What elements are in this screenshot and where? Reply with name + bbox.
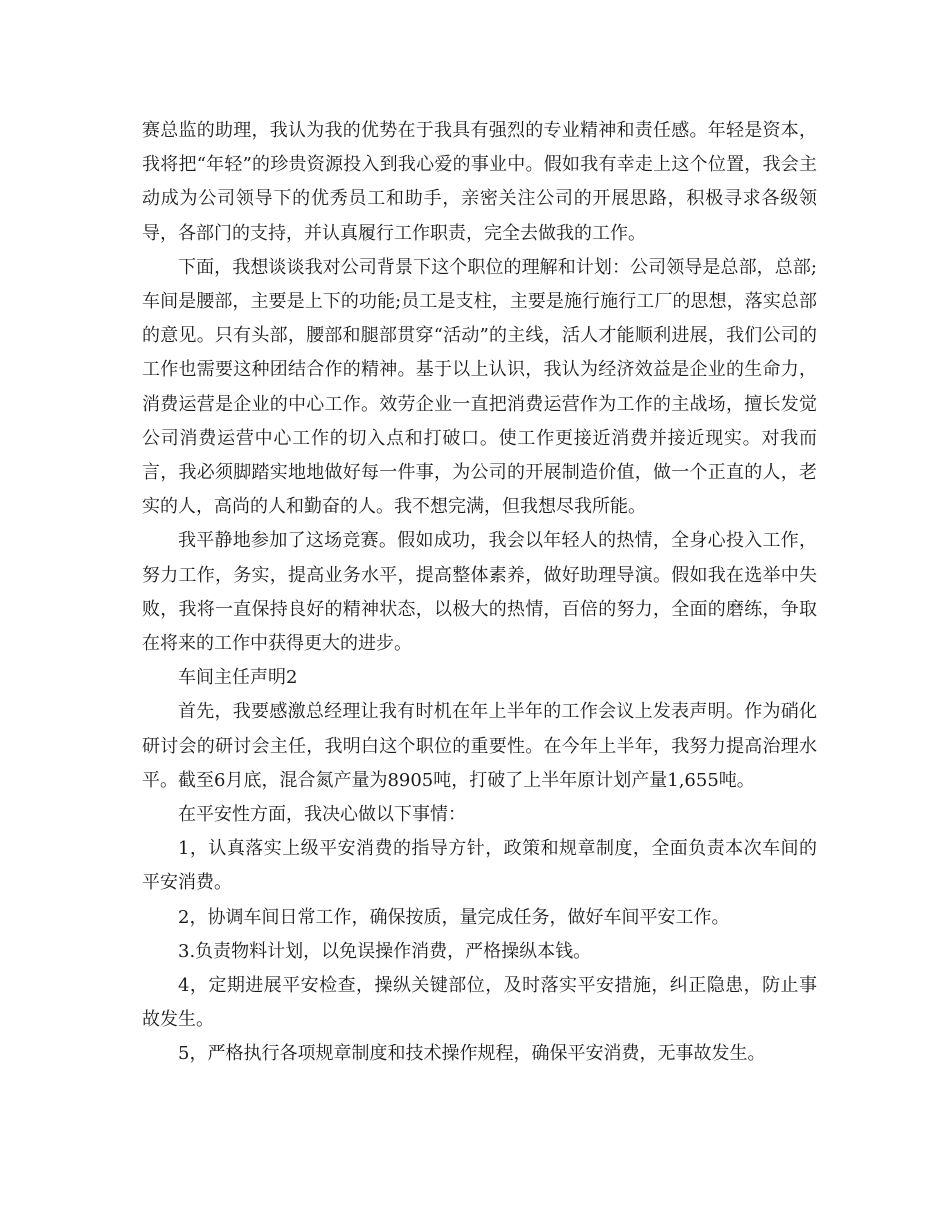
list-item-3: 3.负责物料计划，以免误操作消费，严格操纵本钱。 xyxy=(178,940,592,962)
section-heading: 车间主任声明2 xyxy=(178,667,298,689)
paragraph-5: 在平安性方面，我决心做以下事情： xyxy=(178,804,466,826)
list-item-5: 5，严格执行各项规章制度和技术操作规程，确保平安消费，无事故发生。 xyxy=(178,1043,766,1065)
paragraph-3: 我平静地参加了这场竞赛。假如成功，我会以年轻人的热情，全身心投入工作，努力工作，务实，提高业务水平，提高整体素养，做好助理导演。假如我在选举中失败，我将一直保持良好的精神状态，以极大的热情，百倍的努力，全面的磨练，争取在将来的工作中获得更大的进步。 xyxy=(142,530,817,655)
list-item-2: 2，协调车间日常工作，确保按质，量完成任务，做好车间平安工作。 xyxy=(178,906,730,928)
document-body xyxy=(142,114,817,1072)
list-item-1: 1，认真落实上级平安消费的指导方针，政策和规章制度，全面负责本次车间的平安消费。 xyxy=(142,838,817,894)
paragraph-4: 首先，我要感激总经理让我有时机在年上半年的工作会议上发表声明。作为硝化研讨会的研讨会主任，我明白这个职位的重要性。在今年上半年，我努力提高治理水平。截至6月底，混合氮产量为8905吨，打破了上半年原计划产量1,655吨。 xyxy=(142,701,817,791)
list-item-4: 4，定期进展平安检查，操纵关键部位，及时落实平安措施，纠正隐患，防止事故发生。 xyxy=(142,975,817,1031)
paragraph-1: 赛总监的助理，我认为我的优势在于我具有强烈的专业精神和责任感。年轻是资本，我将把“年轻”的珍贵资源投入到我心爱的事业中。假如我有幸走上这个位置，我会主动成为公司领导下的优秀员工和助手，亲密关注公司的开展思路，积极寻求各级领导，各部门的支持，并认真履行工作职责，完全去做我的工作。 xyxy=(142,120,817,244)
paragraph-2: 下面，我想谈谈我对公司背景下这个职位的理解和计划：公司领导是总部，总部;车间是腰部，主要是上下的功能;员工是支柱，主要是施行施行工厂的思想，落实总部的意见。只有头部，腰部和腿部贯穿“活动”的主线，活人才能顺利进展，我们公司的工作也需要这种团结合作的精神。基于以上认识，我认为经济效益是企业的生命力，消费运营是企业的中心工作。效劳企业一直把消费运营作为工作的主战场，擅长发觉公司消费运营中心工作的切入点和打破口。使工作更接近消费并接近现实。对我而言，我必须脚踏实地地做好每一件事，为公司的开展制造价值，做一个正直的人，老实的人，高尚的人和勤奋的人。我不想完满，但我想尽我所能。 xyxy=(142,256,817,518)
